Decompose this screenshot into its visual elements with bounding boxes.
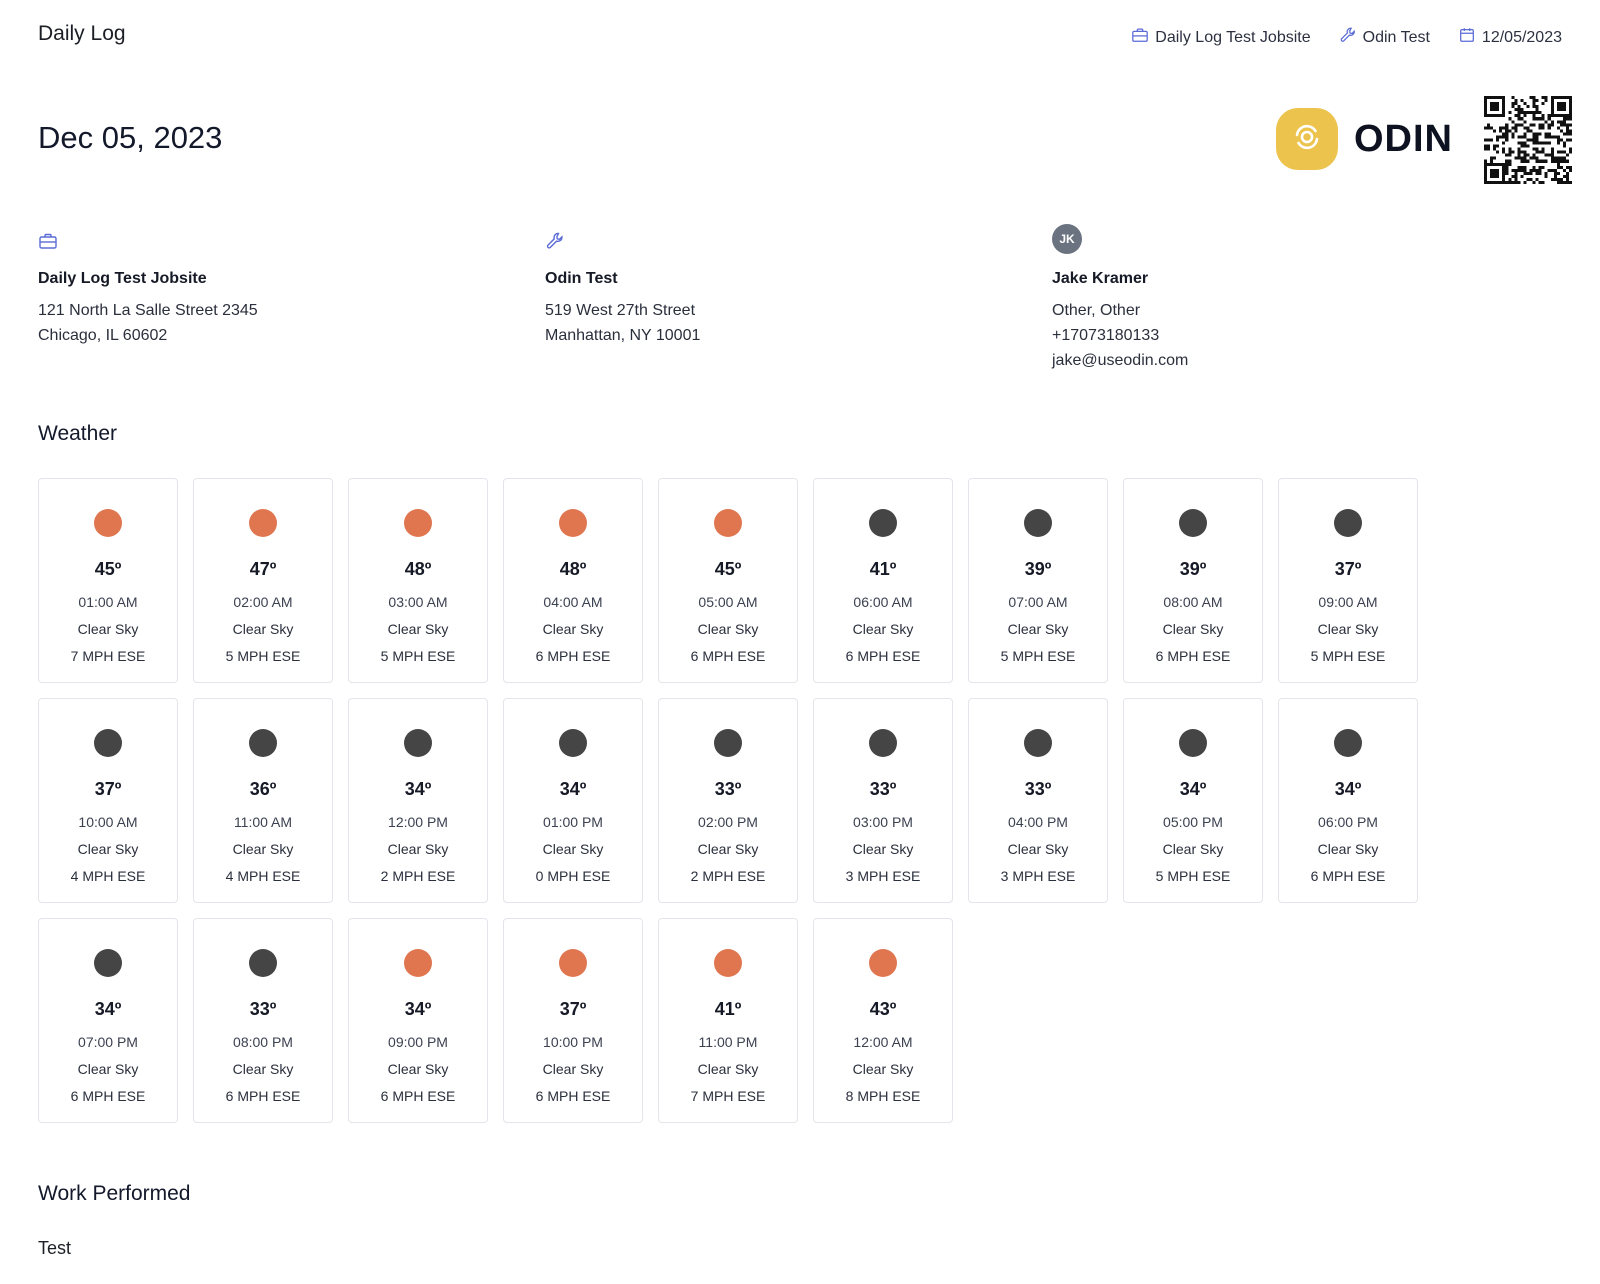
weather-wind: 6 MPH ESE [70, 1088, 146, 1104]
weather-wind: 6 MPH ESE [690, 648, 766, 664]
weather-wind: 4 MPH ESE [225, 868, 301, 884]
weather-temp: 48º [559, 559, 587, 579]
weather-temp: 39º [1024, 559, 1052, 579]
jobsite-address-line1: 121 North La Salle Street 2345 [38, 302, 258, 319]
sun-icon [714, 509, 742, 537]
weather-temp: 33º [249, 999, 277, 1019]
weather-time: 10:00 PM [543, 1034, 603, 1050]
weather-card [348, 698, 488, 903]
sun-icon [869, 949, 897, 977]
weather-condition: Clear Sky [387, 841, 449, 857]
moon-icon [1334, 509, 1362, 537]
weather-wind: 5 MPH ESE [1310, 648, 1386, 664]
moon-icon [1024, 509, 1052, 537]
wrench-icon [1339, 26, 1357, 49]
weather-card [38, 478, 178, 683]
weather-condition: Clear Sky [542, 841, 604, 857]
header-date[interactable] [1458, 26, 1562, 49]
weather-temp: 45º [714, 559, 742, 579]
weather-time: 12:00 PM [388, 814, 448, 830]
weather-time: 02:00 AM [233, 594, 293, 610]
weather-card [193, 698, 333, 903]
weather-wind: 5 MPH ESE [380, 648, 456, 664]
weather-wind: 3 MPH ESE [1000, 868, 1076, 884]
weather-condition: Clear Sky [1317, 841, 1379, 857]
weather-wind: 7 MPH ESE [70, 648, 146, 664]
weather-condition: Clear Sky [697, 841, 759, 857]
weather-wind: 6 MPH ESE [380, 1088, 456, 1104]
moon-icon [404, 729, 432, 757]
company-info [545, 232, 985, 348]
weather-wind: 4 MPH ESE [70, 868, 146, 884]
header-jobsite[interactable] [1131, 26, 1310, 49]
weather-condition: Clear Sky [1007, 621, 1069, 637]
weather-time: 05:00 PM [1163, 814, 1223, 830]
weather-time: 09:00 AM [1318, 594, 1378, 610]
weather-temp: 41º [714, 999, 742, 1019]
sun-icon [559, 949, 587, 977]
weather-card [813, 918, 953, 1123]
weather-time: 09:00 PM [388, 1034, 448, 1050]
weather-time: 08:00 PM [233, 1034, 293, 1050]
header-company-label: Odin Test [1362, 28, 1430, 46]
avatar: JK [1052, 224, 1082, 254]
header-date-label: 12/05/2023 [1481, 28, 1562, 46]
weather-wind: 8 MPH ESE [845, 1088, 921, 1104]
weather-condition: Clear Sky [1007, 841, 1069, 857]
page-label: Daily Log [38, 22, 126, 45]
weather-card [658, 918, 798, 1123]
weather-temp: 34º [404, 999, 432, 1019]
work-text: Test [38, 1238, 72, 1258]
weather-condition: Clear Sky [232, 621, 294, 637]
moon-icon [249, 949, 277, 977]
weather-wind: 5 MPH ESE [225, 648, 301, 664]
weather-wind: 2 MPH ESE [380, 868, 456, 884]
calendar-icon [1458, 26, 1476, 49]
weather-condition: Clear Sky [697, 621, 759, 637]
weather-condition: Clear Sky [1162, 621, 1224, 637]
weather-time: 05:00 AM [698, 594, 758, 610]
moon-icon [1179, 509, 1207, 537]
weather-card [813, 478, 953, 683]
weather-condition: Clear Sky [387, 621, 449, 637]
weather-card [38, 918, 178, 1123]
weather-temp: 43º [869, 999, 897, 1019]
briefcase-icon [1131, 26, 1149, 49]
header-jobsite-label: Daily Log Test Jobsite [1155, 28, 1311, 46]
weather-time: 10:00 AM [78, 814, 138, 830]
weather-card [1123, 698, 1263, 903]
sun-icon [714, 949, 742, 977]
weather-wind: 5 MPH ESE [1155, 868, 1231, 884]
weather-time: 03:00 AM [388, 594, 448, 610]
sun-icon [249, 509, 277, 537]
moon-icon [1334, 729, 1362, 757]
moon-icon [249, 729, 277, 757]
weather-card [193, 918, 333, 1123]
weather-condition: Clear Sky [1317, 621, 1379, 637]
weather-temp: 37º [94, 779, 122, 799]
header-company[interactable] [1339, 26, 1430, 49]
weather-time: 07:00 AM [1008, 594, 1068, 610]
weather-grid [38, 478, 1428, 1123]
weather-wind: 7 MPH ESE [690, 1088, 766, 1104]
weather-card [503, 478, 643, 683]
weather-card [968, 698, 1108, 903]
weather-time: 01:00 PM [543, 814, 603, 830]
weather-condition: Clear Sky [232, 841, 294, 857]
sun-icon [559, 509, 587, 537]
weather-time: 04:00 PM [1008, 814, 1068, 830]
qr-code [1484, 96, 1572, 184]
header-meta [1131, 26, 1562, 49]
weather-card [193, 478, 333, 683]
jobsite-name: Daily Log Test Jobsite [38, 270, 207, 287]
moon-icon [869, 509, 897, 537]
weather-card [38, 698, 178, 903]
weather-wind: 6 MPH ESE [845, 648, 921, 664]
contact-role: Other, Other [1052, 302, 1141, 319]
page-title: Dec 05, 2023 [38, 120, 223, 155]
weather-temp: 37º [1334, 559, 1362, 579]
weather-condition: Clear Sky [77, 841, 139, 857]
weather-temp: 47º [249, 559, 277, 579]
weather-time: 08:00 AM [1163, 594, 1223, 610]
weather-time: 06:00 AM [853, 594, 913, 610]
weather-wind: 6 MPH ESE [535, 1088, 611, 1104]
weather-temp: 33º [714, 779, 742, 799]
top-bar [38, 22, 1562, 52]
sun-icon [404, 509, 432, 537]
weather-condition: Clear Sky [852, 1061, 914, 1077]
weather-condition: Clear Sky [232, 1061, 294, 1077]
company-address-line2: Manhattan, NY 10001 [545, 327, 701, 344]
weather-temp: 34º [404, 779, 432, 799]
weather-condition: Clear Sky [852, 621, 914, 637]
weather-time: 04:00 AM [543, 594, 603, 610]
wrench-icon [545, 231, 565, 256]
weather-time: 12:00 AM [853, 1034, 913, 1050]
brand-name: ODIN [1354, 117, 1453, 160]
weather-time: 01:00 AM [78, 594, 138, 610]
weather-condition: Clear Sky [852, 841, 914, 857]
weather-wind: 3 MPH ESE [845, 868, 921, 884]
moon-icon [559, 729, 587, 757]
moon-icon [869, 729, 897, 757]
weather-temp: 45º [94, 559, 122, 579]
weather-temp: 41º [869, 559, 897, 579]
weather-card [1278, 478, 1418, 683]
weather-card [1123, 478, 1263, 683]
sun-icon [94, 509, 122, 537]
weather-time: 07:00 PM [78, 1034, 138, 1050]
weather-wind: 5 MPH ESE [1000, 648, 1076, 664]
moon-icon [94, 949, 122, 977]
weather-time: 06:00 PM [1318, 814, 1378, 830]
weather-temp: 34º [559, 779, 587, 799]
weather-card [658, 698, 798, 903]
weather-card [348, 918, 488, 1123]
weather-condition: Clear Sky [1162, 841, 1224, 857]
weather-card [968, 478, 1108, 683]
weather-temp: 34º [1334, 779, 1362, 799]
jobsite-address-line2: Chicago, IL 60602 [38, 327, 168, 344]
weather-wind: 6 MPH ESE [225, 1088, 301, 1104]
weather-wind: 2 MPH ESE [690, 868, 766, 884]
weather-card [658, 478, 798, 683]
weather-card [1278, 698, 1418, 903]
weather-condition: Clear Sky [77, 1061, 139, 1077]
sync-icon [1289, 119, 1325, 160]
company-name: Odin Test [545, 270, 618, 287]
weather-temp: 34º [1179, 779, 1207, 799]
contact-email[interactable]: jake@useodin.com [1052, 352, 1189, 369]
weather-card [348, 478, 488, 683]
sun-icon [404, 949, 432, 977]
weather-temp: 48º [404, 559, 432, 579]
contact-phone[interactable]: +17073180133 [1052, 327, 1160, 344]
weather-condition: Clear Sky [697, 1061, 759, 1077]
weather-temp: 39º [1179, 559, 1207, 579]
weather-wind: 6 MPH ESE [1155, 648, 1231, 664]
weather-temp: 34º [94, 999, 122, 1019]
briefcase-icon [38, 231, 58, 256]
work-title: Work Performed [38, 1182, 191, 1205]
weather-card [503, 918, 643, 1123]
weather-temp: 37º [559, 999, 587, 1019]
weather-card [503, 698, 643, 903]
weather-time: 03:00 PM [853, 814, 913, 830]
weather-temp: 33º [1024, 779, 1052, 799]
weather-wind: 6 MPH ESE [1310, 868, 1386, 884]
contact-info [1052, 224, 1492, 373]
weather-temp: 33º [869, 779, 897, 799]
contact-name: Jake Kramer [1052, 270, 1149, 287]
moon-icon [94, 729, 122, 757]
jobsite-info [38, 232, 478, 348]
brand-logo [1276, 108, 1453, 170]
weather-condition: Clear Sky [77, 621, 139, 637]
weather-wind: 0 MPH ESE [535, 868, 611, 884]
moon-icon [1024, 729, 1052, 757]
moon-icon [1179, 729, 1207, 757]
weather-condition: Clear Sky [387, 1061, 449, 1077]
weather-condition: Clear Sky [542, 621, 604, 637]
weather-time: 11:00 PM [698, 1034, 758, 1050]
brand-badge [1276, 108, 1338, 170]
weather-card [813, 698, 953, 903]
weather-condition: Clear Sky [542, 1061, 604, 1077]
weather-wind: 6 MPH ESE [535, 648, 611, 664]
weather-time: 02:00 PM [698, 814, 758, 830]
weather-title: Weather [38, 422, 117, 445]
weather-temp: 36º [249, 779, 277, 799]
weather-time: 11:00 AM [233, 814, 293, 830]
company-address-line1: 519 West 27th Street [545, 302, 696, 319]
moon-icon [714, 729, 742, 757]
